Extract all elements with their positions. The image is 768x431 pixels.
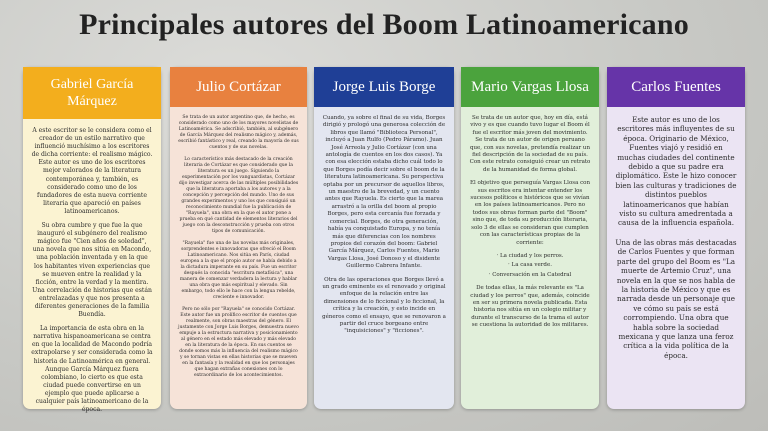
author-description: [314, 107, 454, 409]
author-card-cortazar: [170, 67, 307, 409]
page-title: Principales autores del Boom Latinoamericano: [79, 8, 689, 41]
author-name: Julio Cortázar: [170, 67, 307, 107]
paragraph: La importancia de esta obra en la narrativa hispanoamericana se centra en que la localidad de Macondo podría extrapolarse y ser considerada como la historia de Latinoamérica en general. Aunque García Márquez fuera colombiano, lo cierto es que esta ciudad puede convertirse en un ejemplo que puede aplicarse a cualquier país latinoamericano de la época.: [31, 325, 153, 414]
author-name: Carlos Fuentes: [607, 67, 745, 107]
paragraph: Una de las obras más destacadas de Carlos Fuentes y que forman parte del grupo del Boom es "La muerte de Artemio Cruz", una novela en la que se nos habla de la historia de México y que es narrada desde un personaje que ve cómo su país se está corrompiendo. Una obra que habla sobre la sociedad mexicana y que lanza una feroz crítica a la vida política de la época.: [615, 237, 737, 360]
paragraph: A este escritor se le considera como el creador de un estilo narrativo que influenció muchísimo a los escritores de dicha corriente: el realismo mágico. Este autor es uno de los escritores mejor valorados de la literatura contemporánea y, también, es considerado como uno de los fundadores de esta nueva corriente literaria que apareció en países latinoamericanos.: [31, 127, 153, 215]
paragraph: De todas ellas, la más relevante es "La ciudad y los perros" que, además, coincide en ser su primera novela publicada. Esta historia nos sitúa en un colegio militar y durante el transcurso de la trama el autor se cuestiona la autoridad de los militares.: [470, 285, 590, 329]
paragraph: El objetivo que perseguía Vargas Llosa con sus escritos era intentar entender los sucesos políticos e históricos que se vivían en los países latinoamericanos. Pero no todos sus obras forman parte del "Boom" sino que, de toda su producción literaria, solo 3 de ellas se consideran que cumplen con las características propias de la corriente:: [469, 180, 591, 246]
paragraph: Pero no sólo por "Rayuela" se conocido Cortázar. Este autor fue un prolífico escritor de cuentos que realmente, son obras maestras del género. El justamente con Jorge Luis Borges, demuestra nuevo empuje a la estructura narrativa y posicionamiento al género en el estado más elevado y más elevado en la literatura de la época. En sus cuentos se donde somos más la influencia del realismo mágico y se tornan vistas en ellas historias que se mueven en la fantasía y la realidad en que los personajes que hagan extrañas conexiones con lo extraordinario de los acontecimientos.: [178, 307, 299, 378]
author-description: [170, 107, 307, 409]
work-list-item: · La ciudad y los perros.: [496, 252, 564, 259]
work-list-item: · Conversación en la Catedral: [488, 271, 572, 278]
paragraph: "Rayuela" fue una de las novelas más originales, sorprendentes e innovadoras que ofreció el Boom Latinoamericano. Nos sitúa en París, ciudad europea a la que el propio autor se había debido a la dictadura imperante en su país. Fue un escritor después la conocida "escritura metafísica", una manera de comenzar verdadera la lectura y hablar una obra que más espiritual y elevado. Sin embargo, todo ello le hace con la lengua rebelde, creciente e innovador.: [179, 241, 298, 300]
author-card-borges: [314, 67, 454, 409]
author-name: Mario Vargas Llosa: [461, 67, 599, 107]
work-list-item: · La casa verde.: [508, 262, 552, 269]
author-name: Jorge Luis Borge: [314, 67, 454, 107]
author-card-vargas-llosa: [461, 67, 599, 409]
author-name: Gabriel García Márquez: [23, 67, 161, 119]
paragraph: Se trata de un autor que, hoy en día, está vivo y es que cuando tuvo lugar el Boom él fue el escritor más joven del movimiento. Se trata de un autor de origen peruano que, con sus novelas, pretendía realizar un fiel descripción de la sociedad de su país. Con este retrato consiguió crear un retrato de la humanidad de forma global.: [469, 115, 591, 173]
paragraph: Se trata de un autor argentino que, de hecho, es considerado como uno de los mayores novelistas de Latinoamérica. Se adscribió, también, al subgénero de García Márquez del realismo mágico y, además, escribió fantástico y real, creando la mayoría de sus cuentos y de sus novelas.: [178, 115, 299, 150]
author-description: [461, 107, 599, 409]
author-description: [23, 119, 161, 414]
paragraph: Cuando, ya sobre el final de su vida, Borges dirigió y prologó una generosa colección de libros que llamó "Biblioteca Personal", incluyó a Juan Rulfo (Pedro Páramo). Juan José Arreola y Julio Cortázar (con una antología de cuentos en los dos casos). Ya con esa elección estaba dicho cuál todo lo que Borges podía decir sobre el boom de la literatura latinoamericana. Su perspectiva optaba por un precursor de aquellos libros, un maestro de la brevedad, y un cuento antes que Rayuela. Es cierto que la marea arrastró a la orilla del boom al propio Borges, pero esta cercanía fue forzada y comercial. Borges, de otra generación, había ya conquistado Europa, y no tenía más que diferencias con los nombres propios del corazón del boom: Gabriel García Márquez, Carlos Fuentes, Mario Vargas Llosa, José Donoso y el disidente Guillermo Cabrera Infante.: [322, 115, 446, 270]
author-card-garcia-marquez: [23, 67, 161, 414]
paragraph: Este autor es uno de los escritores más influyentes de su época. Originario de México, Fuentes viajó y residió en muchas ciudades del continente debido a que su padre era diplomático. Este le hizo conocer bien las culturas y tradiciones de distintos pueblos latinoamericanos que habían visto su cultura amedrentada a causa de la influencia española.: [615, 115, 737, 228]
author-card-fuentes: [607, 67, 745, 409]
author-description: [607, 107, 745, 409]
paragraph: Su obra cumbre y que fue la que inauguró el subgénero del realismo mágico fue "Cien años de soledad", una novela que nos sitúa en Macondo, una población inventada y en la que los habitantes viven experiencias que se mueven entre la realidad y la ficción, entre la verdad y la mentira. Una correlación de historias que están entrelazadas y que nos presenta a diferentes generaciones de la familia Buendía.: [32, 222, 152, 319]
paragraph: Otra de las operaciones que Borges llevó a un grado eminente es el renovado y original enfoque de la relación entre las dimensiones de lo ficcional y lo ficcional, la crítica y la creación, y esto incide en géneros como el ensayo, que se renovaron a partir del cruce borgeano entre "inquisiciones" y "ficciones".: [322, 276, 446, 335]
paragraph: Lo característico más destacado de la creación literaria de Cortázar es que considerado que la literatura es un juego. Siguiendo la experimentación por los vanguardistas, Cortázar dijo investigar acerca de las múltiples posibilidades que la literatura aportaba a los autores y a la concepción y percepción del mundo. Uno de sus grandes experimentos y uno los que consiguió un reconocimiento mundial fue la publicación de "Rayuela", una obra en la que el autor pone a prueba en qué cantidad de elementos literarios del juego con la desconstrucción y prueba con otros tipos de comunicación.: [178, 157, 299, 234]
